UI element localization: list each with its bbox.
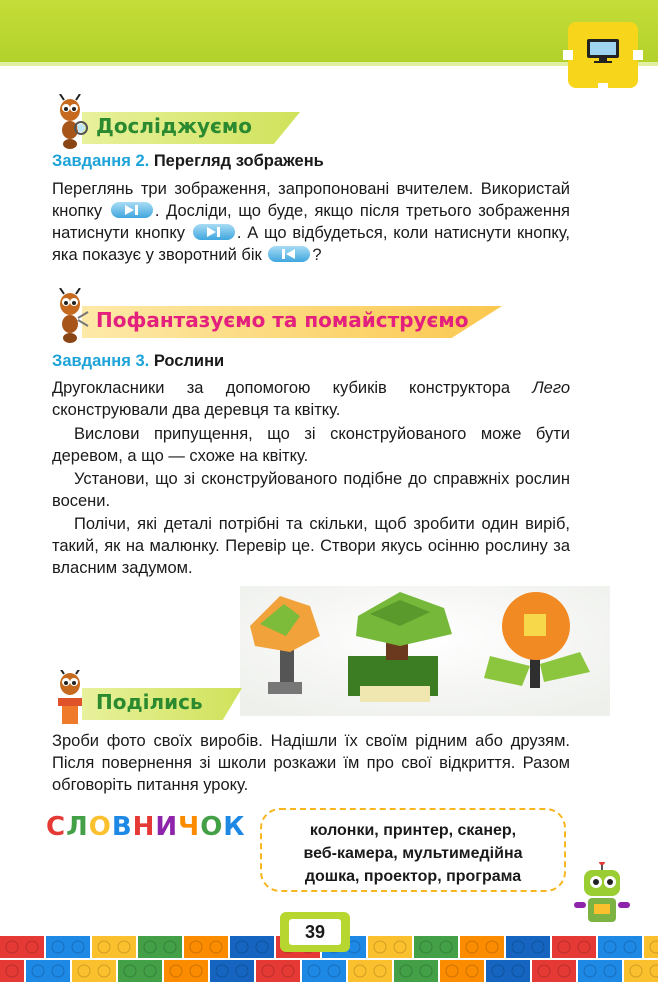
share-text: Зроби фото своїх виробів. Надішли їх своїм рідним або друзям. Після повернення зі школи розкажи їм про свої відкриття. Разом обговоріть питання уроку. xyxy=(52,732,570,794)
lego-stud xyxy=(650,941,658,953)
lego-stud xyxy=(170,965,182,977)
lego-stud xyxy=(78,965,90,977)
page-number: 39 xyxy=(289,919,341,945)
dictionary-letter: О xyxy=(88,812,112,842)
section-fantasize xyxy=(62,300,502,344)
lego-stud xyxy=(26,941,38,953)
dictionary-letter: В xyxy=(111,812,133,842)
lego-stud xyxy=(624,941,636,953)
lego-stud xyxy=(374,941,386,953)
text-part: Другокласники за допомогою кубиків конструктора xyxy=(52,379,511,397)
lego-stud xyxy=(466,965,478,977)
lego-stud xyxy=(144,941,156,953)
section-title: Пофантазуємо та помайструємо xyxy=(96,308,469,332)
lego-stud xyxy=(52,965,64,977)
dictionary-heading xyxy=(46,812,246,842)
term-line: дошка, проектор, програма xyxy=(304,868,522,885)
lego-stud xyxy=(210,941,222,953)
lego-stud xyxy=(354,965,366,977)
lego-stud xyxy=(558,941,570,953)
lego-stud xyxy=(190,965,202,977)
lego-stud xyxy=(394,941,406,953)
next-button-icon xyxy=(111,202,153,218)
lego-stud xyxy=(604,941,616,953)
robot-icon xyxy=(568,862,638,932)
lego-stud xyxy=(236,941,248,953)
text-part: Переглянь три зображення, запропоновані вчителем. Використай кнопку xyxy=(52,180,570,220)
lego-stud xyxy=(466,941,478,953)
lego-stud xyxy=(256,941,268,953)
ant-scissors-icon xyxy=(50,288,90,344)
lego-stud xyxy=(400,965,412,977)
task3-heading xyxy=(52,352,224,371)
dictionary-letter: С xyxy=(46,812,67,842)
lego-stud xyxy=(124,965,136,977)
lego-stud xyxy=(584,965,596,977)
term-line: колонки, принтер, сканер, xyxy=(309,822,517,839)
task3-intro xyxy=(52,377,570,421)
lego-stud xyxy=(328,965,340,977)
top-bar xyxy=(0,0,658,62)
task3-para4: Полічи, які деталі потрібні та скільки, щоб зробити один виріб, такий, як на малюнку. Перевір це. Створи якусь осінню рослину за власним задумом. xyxy=(52,515,570,577)
text-part: ? xyxy=(312,246,322,264)
lego-stud xyxy=(164,941,176,953)
task3-para3: Установи, що зі сконструйованого подібне до справжніх рослин восени. xyxy=(52,470,570,510)
lego-stud xyxy=(512,941,524,953)
lego-stud xyxy=(236,965,248,977)
lego-stud xyxy=(512,965,524,977)
lego-stud xyxy=(630,965,642,977)
lego-stud xyxy=(440,941,452,953)
lego-stud xyxy=(604,965,616,977)
lego-stud xyxy=(262,965,274,977)
monitor-icon xyxy=(586,38,620,64)
lego-stud xyxy=(6,941,18,953)
lego-stud xyxy=(650,965,658,977)
text-italic: Лего xyxy=(532,379,570,397)
task2-heading xyxy=(52,152,324,171)
lego-stud xyxy=(282,965,294,977)
lego-stud xyxy=(578,941,590,953)
lego-stud xyxy=(190,941,202,953)
text-part: . А що відбудеться, коли натиснути кнопку, яка показує у зворотний бік xyxy=(52,224,570,264)
lego-stud xyxy=(144,965,156,977)
lego-stud xyxy=(52,941,64,953)
task3-para2: Вислови припущення, що зі сконструйованого може бути деревом, а що — схоже на квітку. xyxy=(52,425,570,465)
task-number: Завдання 3. xyxy=(52,352,150,370)
section-explore xyxy=(62,106,300,150)
lego-plants-photo xyxy=(240,586,610,716)
section-title: Поділись xyxy=(96,690,203,714)
term-line: веб-камера, мультимедійна xyxy=(303,845,523,862)
lego-stud xyxy=(98,965,110,977)
lego-stud xyxy=(532,941,544,953)
lego-stud xyxy=(374,965,386,977)
text-part: сконструювали два деревця та квітку. xyxy=(52,401,341,419)
lego-stud xyxy=(6,965,18,977)
ant-podium-icon xyxy=(50,670,90,726)
lego-stud xyxy=(486,941,498,953)
lego-stud xyxy=(216,965,228,977)
dictionary-letter: К xyxy=(223,812,246,842)
task2-text xyxy=(52,178,570,266)
lego-stud xyxy=(118,941,130,953)
task-title: Рослини xyxy=(153,352,225,370)
dictionary-letter: Н xyxy=(132,812,156,842)
lego-stud xyxy=(98,941,110,953)
page-number-badge xyxy=(280,912,350,952)
section-share xyxy=(62,682,242,726)
dictionary-letter: О xyxy=(200,812,224,842)
section-title: Досліджуємо xyxy=(96,114,252,138)
lego-stud xyxy=(446,965,458,977)
dictionary-terms xyxy=(260,808,566,892)
task-title: Перегляд зображень xyxy=(153,152,324,170)
lego-stud xyxy=(538,965,550,977)
prev-button-icon xyxy=(268,246,310,262)
lego-stud xyxy=(32,965,44,977)
dictionary-letter: И xyxy=(155,812,179,842)
lego-stud xyxy=(420,941,432,953)
dictionary-letter: Л xyxy=(66,812,89,842)
text-part: . Досліди, що буде, якщо після третього зображення натиснути кнопку xyxy=(52,202,570,242)
dictionary-letter: Ч xyxy=(178,812,201,842)
lego-stud xyxy=(420,965,432,977)
task-number: Завдання 2. xyxy=(52,152,150,170)
lego-stud xyxy=(558,965,570,977)
next-button-icon xyxy=(193,224,235,240)
lego-stud xyxy=(308,965,320,977)
lego-stud xyxy=(72,941,84,953)
corner-badge xyxy=(568,22,638,88)
ant-magnifier-icon xyxy=(50,94,90,150)
lego-stud xyxy=(492,965,504,977)
